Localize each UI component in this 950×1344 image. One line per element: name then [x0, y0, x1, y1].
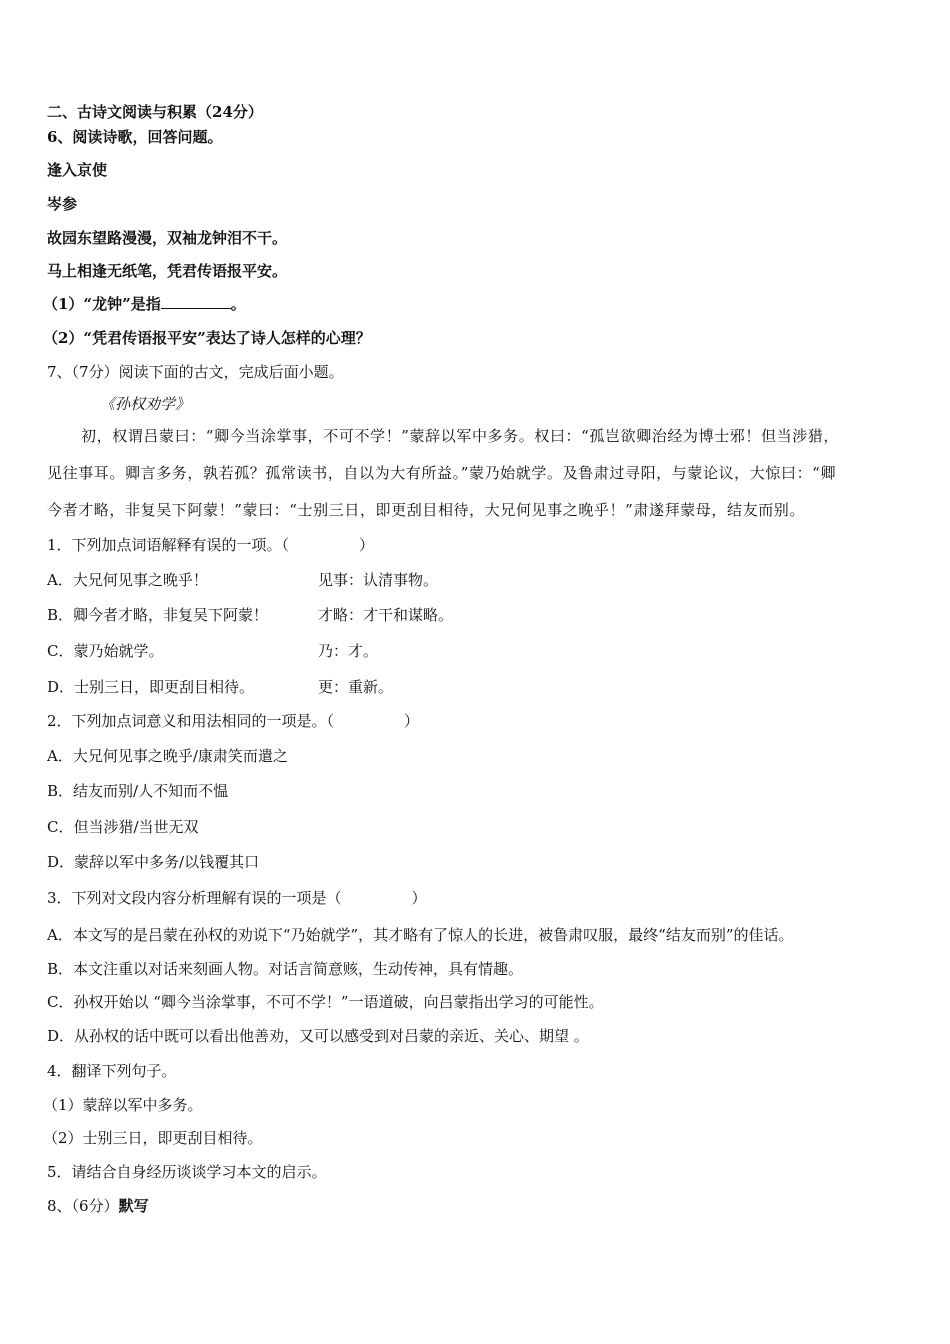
q7-1-option-c [47, 641, 163, 661]
q6-sub1-text: （1）“龙钟”是指 [43, 295, 161, 313]
q6-sub2: （2）“凭君传语报平安”表达了诗人怎样的心理？ [43, 329, 371, 347]
q7-1-stem-text: 1．下列加点词语解释有误的一项。（ [47, 536, 290, 554]
q7-4-sentence-1: （1）蒙辞以军中多务。 [43, 1096, 203, 1114]
q7-3-stem [47, 888, 427, 908]
q7-2-option-d: D．蒙辞以军中多务/以钱覆其口 [47, 853, 260, 871]
q7-2-option-b: B．结友而别/人不知而不愠 [47, 782, 229, 800]
q7-1-gloss-d: 更：重新。 [318, 678, 394, 696]
q7-3-stem-text: 3．下列对文段内容分析理解有误的一项是（ [47, 889, 342, 907]
q6-sub1 [43, 294, 246, 314]
q7-2-stem [47, 711, 419, 731]
q8-title [47, 1196, 149, 1216]
option-text: D．士别三日，即更刮目相待。 [47, 678, 255, 696]
poem-line-1: 故园东望路漫漫，双袖龙钟泪不干。 [47, 229, 288, 247]
q7-title: 7、（7分）阅读下面的古文，完成后面小题。 [47, 363, 344, 381]
q7-3-option-d: D．从孙权的话中既可以看出他善劝，又可以感受到对吕蒙的亲近、关心、期望 。 [47, 1027, 589, 1045]
q7-3-stem-end: ） [411, 889, 427, 907]
q7-1-option-b [47, 605, 268, 625]
q8-prefix: 8、（6分） [47, 1197, 119, 1215]
q7-1-stem [47, 535, 374, 555]
q7-1-option-d [47, 677, 254, 697]
q7-4-sentence-2: （2）士别三日，即更刮目相待。 [43, 1129, 263, 1147]
passage-line-2: 见往事耳。卿言多务，孰若孤？孤常读书，自以为大有所益。”蒙乃始就学。及鲁肃过寻阳，与蒙论议，大惊曰：“卿 [47, 464, 837, 482]
q7-1-gloss-a: 见事：认清事物。 [318, 571, 439, 589]
poem-author: 岑参 [47, 195, 78, 213]
section-header: 二、古诗文阅读与积累（24分） [47, 103, 263, 121]
text-title: 《孙权劝学》 [100, 395, 191, 413]
q7-2-stem-end: ） [404, 712, 420, 730]
option-text: A．大兄何见事之晚乎！ [47, 571, 208, 589]
option-text: B．卿今者才略，非复吴下阿蒙！ [47, 606, 269, 624]
q7-1-gloss-b: 才略：才干和谋略。 [318, 606, 454, 624]
q7-1-stem-end: ） [359, 536, 375, 554]
q7-2-option-a: A．大兄何见事之晚乎/康肃笑而遣之 [47, 747, 288, 765]
poem-line-2: 马上相逢无纸笔，凭君传语报平安。 [47, 262, 288, 280]
q7-2-option-c: C．但当涉猎/当世无双 [47, 818, 199, 836]
q7-5-stem: 5．请结合自身经历谈谈学习本文的启示。 [47, 1163, 327, 1181]
q7-4-stem: 4．翻译下列句子。 [47, 1062, 177, 1080]
q7-2-stem-text: 2．下列加点词意义和用法相同的一项是。（ [47, 712, 335, 730]
q7-3-option-b: B．本文注重以对话来刻画人物。对话言简意赅，生动传神，具有情趣。 [47, 960, 524, 978]
q6-title: 6、阅读诗歌，回答问题。 [47, 128, 223, 146]
q7-3-option-a: A．本文写的是吕蒙在孙权的劝说下“乃始就学”，其才略有了惊人的长进，被鲁肃叹服，最终“结友而别”的佳话。 [47, 926, 794, 944]
passage [47, 418, 909, 529]
passage-line-3: 今者才略，非复吴下阿蒙！”蒙曰：“士别三日，即更刮目相待，大兄何见事之晚乎！”肃遂拜蒙母，结友而别。 [47, 501, 806, 519]
poem-title: 逢入京使 [47, 161, 108, 179]
answer-blank[interactable] [161, 294, 231, 309]
passage-line-1: 初，权谓吕蒙曰：“卿今当涂掌事，不可不学！”蒙辞以军中多务。权曰：“孤岂欲卿治经为博士邪！但当涉猎， [81, 427, 840, 445]
q7-1-option-a [47, 570, 208, 590]
q8-label: 默写 [118, 1197, 149, 1215]
q7-1-gloss-c: 乃：才。 [318, 642, 379, 660]
q7-3-option-c: C．孙权开始以 “卿今当涂掌事，不可不学！”一语道破，向吕蒙指出学习的可能性。 [47, 993, 604, 1011]
q6-sub1-end: 。 [230, 295, 246, 313]
option-text: C．蒙乃始就学。 [47, 642, 164, 660]
